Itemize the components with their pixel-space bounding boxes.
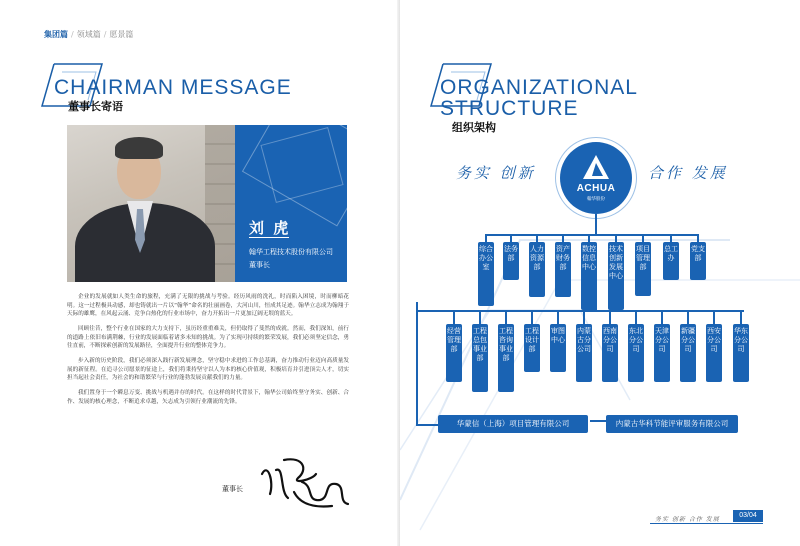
branch-box[interactable]: 华东分公司: [733, 324, 749, 382]
connector-line: [505, 310, 507, 324]
connector-line: [740, 310, 742, 324]
chairman-position: 董事长: [249, 261, 270, 269]
branch-box[interactable]: 审图中心: [550, 324, 566, 372]
nav-item-group[interactable]: 集团篇: [44, 30, 68, 39]
nav-item-fields[interactable]: 领域篇: [76, 30, 101, 39]
chairman-title-en: CHAIRMAN MESSAGE: [54, 76, 292, 99]
footer-line: [650, 523, 763, 524]
connector-line: [642, 234, 644, 242]
connector-line: [510, 234, 512, 242]
chairman-title-cn: 董事长寄语: [68, 100, 123, 113]
letter-paragraph: 企业的发展就如人类生命的旅程，充满了无限的挑战与考验。经历风雨的洗礼，时而陷入困境，时而柳暗花明。这一过程极具动感，却也铸就出一片以“翰华”命名的壮丽画卷，大河山川，恒成其足迹。翰华立志成为翰翔于天际的雄鹰，在风起云涌、竞争白热化的行业市场中，奋力开拓出一片更加辽阔无垠的蓝天。: [67, 294, 349, 318]
connector-line: [687, 310, 689, 324]
connector-line: [697, 234, 699, 242]
branch-box[interactable]: 工程咨询事业部: [498, 324, 514, 392]
connector-line: [562, 234, 564, 242]
company-logo: [560, 142, 632, 214]
connector-line: [557, 310, 559, 324]
branch-box[interactable]: 工程设计部: [524, 324, 540, 372]
chairman-photo: [67, 125, 235, 282]
connector-line: [485, 234, 699, 236]
nav-item-vision[interactable]: 愿景篇: [109, 30, 134, 39]
department-box[interactable]: 技术创新发展中心: [608, 242, 624, 310]
connector-line: [609, 310, 611, 324]
divider: [249, 237, 289, 238]
nav-separator: /: [103, 30, 107, 39]
company-name: 翰华工程技术股份有限公司: [249, 248, 333, 256]
department-box[interactable]: 党支部: [690, 242, 706, 280]
section-nav: [44, 29, 133, 40]
connector-line: [453, 310, 455, 324]
org-title-en-2: STRUCTURE: [440, 97, 579, 120]
connector-line: [661, 310, 663, 324]
branch-box[interactable]: 新疆分公司: [680, 324, 696, 382]
logo-subtitle: 翰华股份: [587, 197, 605, 202]
connector-line: [713, 310, 715, 324]
signature-image: [254, 452, 354, 512]
connector-line: [479, 310, 481, 324]
connector-line: [531, 310, 533, 324]
org-title-cn: 组织架构: [452, 121, 496, 134]
connector-line: [416, 302, 418, 424]
department-box[interactable]: 总工办: [663, 242, 679, 280]
connector-line: [536, 234, 538, 242]
slogan-right: 合作 发展: [648, 164, 728, 182]
footer-slogan: 务实 创新 合作 发展: [655, 516, 720, 523]
logo-name: ACHUA: [576, 183, 616, 194]
signature-label: 董事长: [222, 485, 243, 493]
branch-box[interactable]: 内蒙古分公司: [576, 324, 592, 382]
nav-separator: /: [71, 30, 74, 39]
connector-line: [635, 310, 637, 324]
connector-line: [595, 214, 597, 234]
connector-line: [615, 234, 617, 242]
branch-box[interactable]: 经营管理部: [446, 324, 462, 382]
connector-line: [485, 234, 487, 242]
department-box[interactable]: 资产财务部: [555, 242, 571, 297]
branch-box[interactable]: 天津分公司: [654, 324, 670, 382]
department-box[interactable]: 人力资源部: [529, 242, 545, 297]
chairman-name: 刘 虎: [249, 219, 291, 237]
subsidiary-box[interactable]: 华蒙信（上海）项目管理有限公司: [438, 415, 588, 433]
letter-paragraph: 我们置身于一个瞬息万变、挑战与机遇并存的时代。在这样的时代背景下，翰华公司始终坚守务实、创新、合作、发展的核心理念，不断追求卓越，矢志成为引领行业潮流的先锋。: [67, 389, 349, 405]
branch-box[interactable]: 西南分公司: [602, 324, 618, 382]
branch-box[interactable]: 工程总包事业部: [472, 324, 488, 392]
slogan-left: 务实 创新: [456, 164, 536, 182]
page-number: 03/04: [733, 510, 763, 522]
chairman-letter: [67, 293, 349, 412]
branch-box[interactable]: 西安分公司: [706, 324, 722, 382]
department-box[interactable]: 数控信息中心: [581, 242, 597, 310]
connector-line: [416, 424, 438, 426]
logo-mark-icon: [582, 154, 610, 180]
letter-paragraph: 回顾往昔，整个行业在国家的大力支持下，虽历经重重难关，但仍取得了斐然的成就。然而，我们深知，前行的道路上依旧布满荆棘，行业的发展面临着诸多未知的挑战。为了实现可持续的繁荣发展，我们必须坚定信念，勇往直前，不断探索创新的发展路径，全面提升行业的整体竞争力。: [67, 325, 349, 350]
name-panel: [235, 125, 347, 282]
connector-line: [588, 234, 590, 242]
letter-paragraph: 步入新的历史阶段，我们必须深入践行新发展理念，坚守稳中求进的工作总基调，奋力推动行业迈向高质量发展的新征程。在追寻公司愿景的征途上，我们将秉持坚守以人为本的核心价值观，积极培育并引进顶尖人才，切实担当起社会责任，为社会的和谐繁荣与行业的蓬勃发展贡献我们的力量。: [67, 357, 349, 382]
branch-box[interactable]: 东北分公司: [628, 324, 644, 382]
department-box[interactable]: 综合办公室: [478, 242, 494, 306]
department-box[interactable]: 项目管理部: [635, 242, 651, 296]
connector-line: [590, 420, 606, 422]
connector-line: [670, 234, 672, 242]
connector-line: [583, 310, 585, 324]
org-title-en-1: ORGANIZATIONAL: [440, 76, 638, 99]
connector-line: [416, 310, 744, 312]
department-box[interactable]: 法务部: [503, 242, 519, 280]
subsidiary-box[interactable]: 内蒙古华科节能评审服务有限公司: [606, 415, 738, 433]
